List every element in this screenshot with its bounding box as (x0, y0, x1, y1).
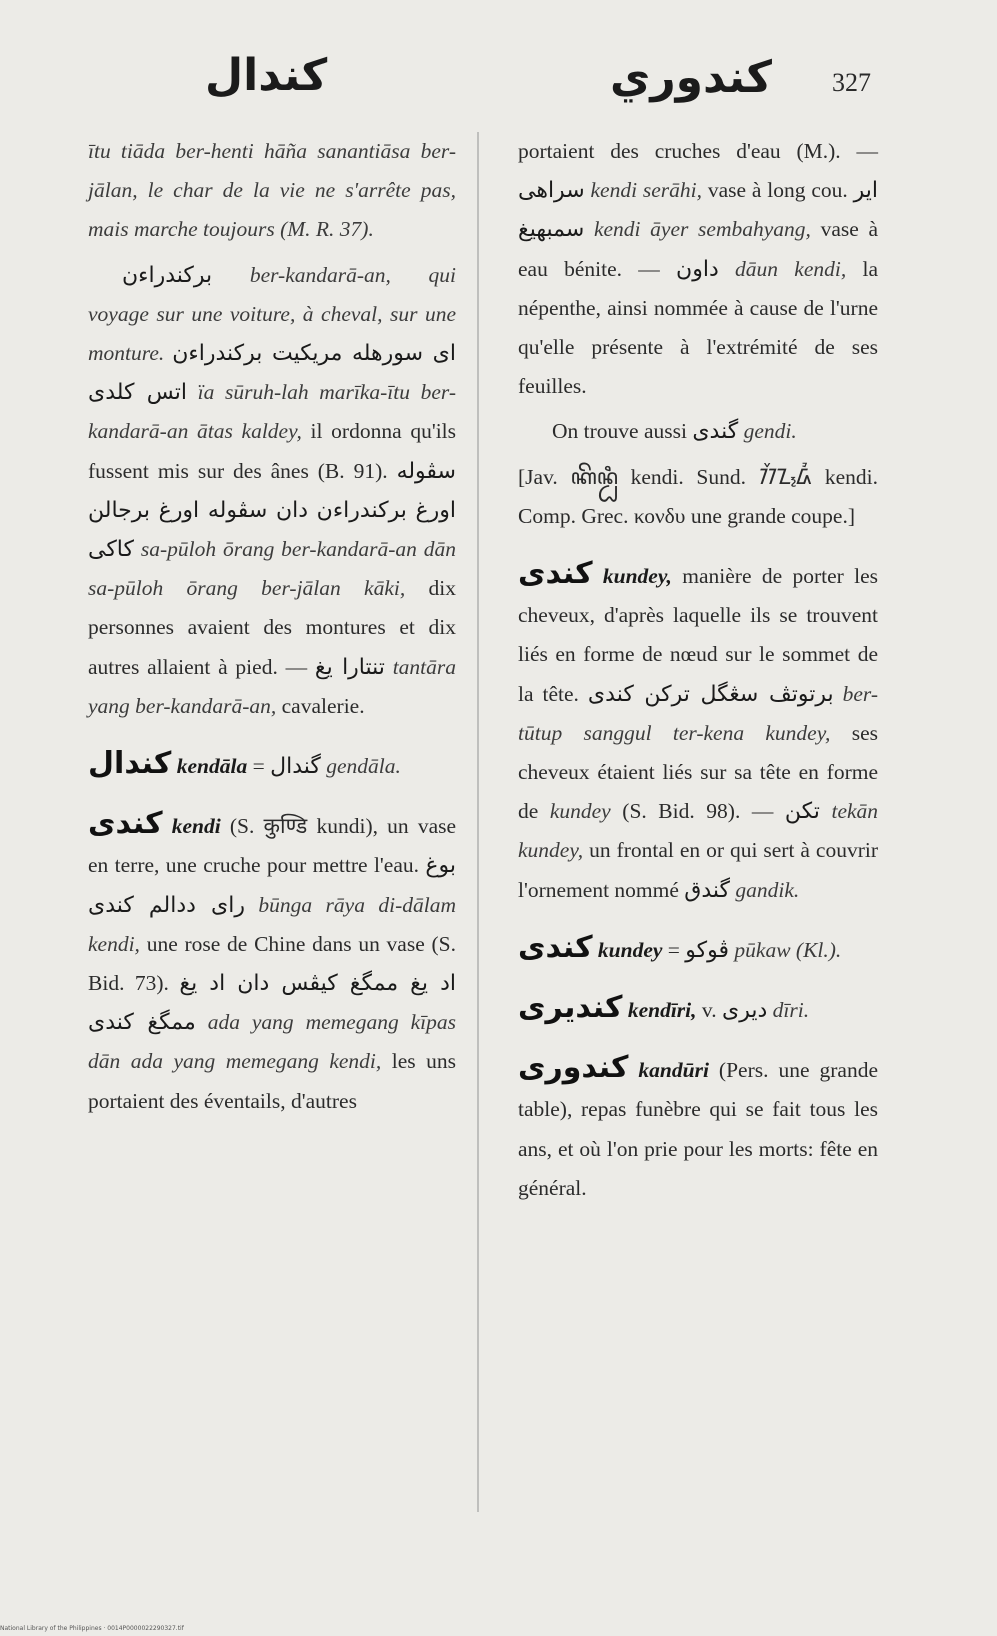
paragraph-kendi-continued: portaient des cruches d'eau (M.). — سراهى kendi serāhi, vase à long cou. اير سمبهيغ kendi āyer sembahyang, vase à eau bénite. — داون dāun kendi, la népenthe, ainsi nommée à cause de l'urne qu'elle présente à l'extrémité de ses feuilles. (518, 139, 879, 399)
entry-kendi: كندى kendi (S. कुण्डि kundi), un vase en terre, une cruche pour mettre l'eau. بوغ راى ددالم کندى būnga rāya di-dālam kendi, une rose de Chine dans un vase (S. Bid. 73). اد يغ ممگغ کيڤس دان اد يغ ممگغ کندى ada yang memegang kīpas dān ada yang memegang kendi, les uns portaient des éventails, d'autres (88, 806, 457, 1113)
column-divider (477, 132, 479, 1512)
entry-kundey: كندى kundey, manière de porter les cheveux, d'après laquelle ils se trouvent liés en forme de nœud sur le sommet de la tête. برتوتڤ سڠگل ترکن کندى ber-tūtup sanggul ter-kena kundey, ses cheveux étaient liés sur sa tête en forme de kundey (S. Bid. 98). — تکن tekān kundey, un frontal en or qui sert à couvrir l'ornement nommé گندق gandik. (518, 556, 879, 903)
paragraph-continued: ītu tiāda ber-henti hāña sanantiāsa ber-jālan, le char de la vie ne s'arrête pas, mais marche toujours (M. R. 37). (88, 139, 456, 242)
entry-kundey-2: كندى kundey = ڤوکو pūkaw (Kl.). (518, 929, 842, 965)
entry-kendiri: كنديرى kendīri, v. ديرى dīri. (518, 990, 810, 1026)
right-running-headword: كندوري (610, 52, 772, 103)
right-column (518, 132, 878, 1214)
left-column (88, 132, 456, 1127)
paragraph-gendi: On trouve aussi گندى gendi. (552, 419, 797, 445)
entry-kanduri: كندورى kandūri (Pers. une grande table), repas funèbre qui se fait tous les ans, et où l'on prie pour les morts: fête en général. (518, 1050, 878, 1200)
left-running-headword: كندال (205, 50, 328, 101)
page-number: 327 (832, 68, 871, 97)
paragraph-etymology: [Jav. ꦏꦼꦤ꧀ꦝꦶ kendi. Sund. ᮊᮨᮔ᮪ᮓᮤ kendi. Comp. Grec. κονδυ une grande coupe.] (518, 464, 878, 528)
entry-kendala: كندال kendāla = گندال gendāla. (88, 746, 401, 782)
scan-footer: National Library of the Philippines · 0014P0000022290327.tif (0, 1625, 184, 1632)
entry-berkandaraan: برکندراءن ber-kandarā-an, qui voyage sur une voiture, à cheval, sur une monture. اى سورهله مريکيت برکندراءن اتس کلدى ïa sūruh-lah marīka-ītu ber-kandarā-an ātas kaldey, il ordonna qu'ils fussent mis sur des ânes (B. 91). سڤوله اورغ برکندراءن دان سڤوله اورغ برجالن کاکى sa-pūloh ōrang ber-kandarā-an dān sa-pūloh ōrang ber-jālan kāki, dix personnes avaient des montures et dix autres allaient à pied. — تنتارا يغ tantāra yang ber-kandarā-an, cavalerie. (88, 262, 457, 718)
